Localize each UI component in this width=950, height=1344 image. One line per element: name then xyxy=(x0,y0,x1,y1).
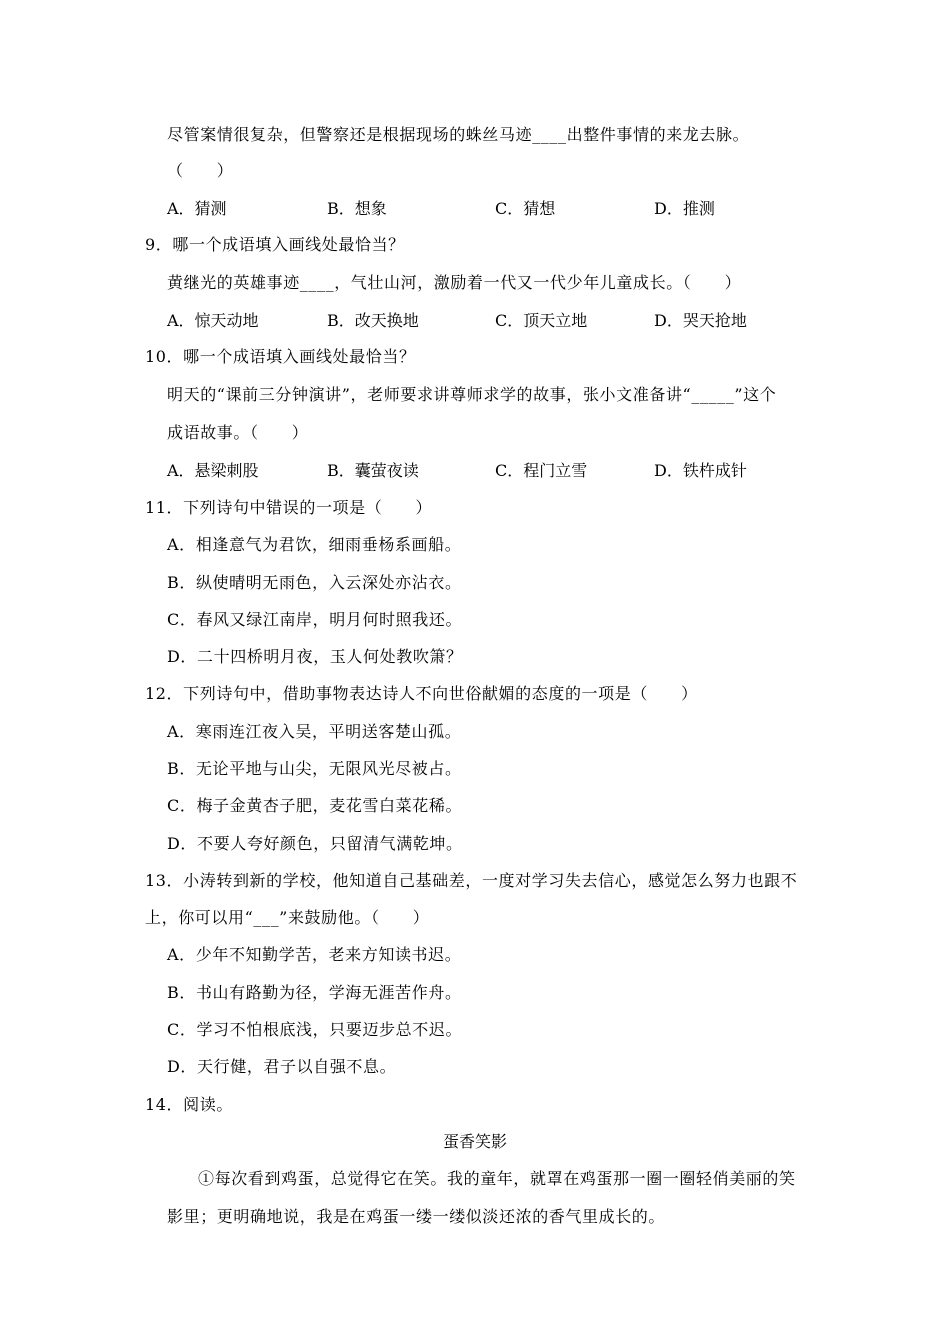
passage-para1-line2: 影里；更明确地说，我是在鸡蛋一缕一缕似淡还浓的香气里成长的。 xyxy=(167,1207,666,1226)
q11-option-a: A．相逢意气为君饮，细雨垂杨系画船。 xyxy=(167,535,462,554)
q12-option-d: D．不要人夸好颜色，只留清气满乾坤。 xyxy=(167,834,463,853)
q9-stem: 黄继光的英雄事迹____，气壮山河，激励着一代又一代少年儿童成长。（ ） xyxy=(167,273,742,292)
q13-option-c: C．学习不怕根底浅，只要迈步总不迟。 xyxy=(167,1020,463,1039)
q8-answer-bracket: （ ） xyxy=(167,161,234,180)
q10-option-b: B．囊萤夜读 xyxy=(327,461,419,480)
q9-question: 9．哪一个成语填入画线处最恰当？ xyxy=(145,235,405,254)
q8-option-a: A．猜测 xyxy=(167,199,227,218)
q8-option-c: C．猜想 xyxy=(495,199,556,218)
q12-option-a: A．寒雨连江夜入吴，平明送客楚山孤。 xyxy=(167,722,462,741)
q12-question: 12．下列诗句中，借助事物表达诗人不向世俗献媚的态度的一项是（ ） xyxy=(145,684,698,703)
q9-option-c: C．顶天立地 xyxy=(495,311,588,330)
q10-option-a: A．悬梁刺股 xyxy=(167,461,259,480)
q9-option-b: B．改天换地 xyxy=(327,311,419,330)
q8-option-b: B．想象 xyxy=(327,199,387,218)
q10-option-c: C．程门立雪 xyxy=(495,461,588,480)
q13-option-a: A．少年不知勤学苦，老来方知读书迟。 xyxy=(167,945,462,964)
q9-option-d: D．哭天抢地 xyxy=(654,311,747,330)
q14-question: 14．阅读。 xyxy=(145,1095,233,1114)
q12-option-c: C．梅子金黄杏子肥，麦花雪白菜花稀。 xyxy=(167,796,463,815)
q13-question-line2: 上，你可以用“___”来鼓励他。（ ） xyxy=(145,908,430,927)
q9-option-a: A．惊天动地 xyxy=(167,311,259,330)
q8-option-d: D．推测 xyxy=(654,199,715,218)
q10-option-d: D．铁杵成针 xyxy=(654,461,747,480)
passage-para1-line1: ①每次看到鸡蛋，总觉得它在笑。我的童年，就罩在鸡蛋那一圈一圈轻俏美丽的笑 xyxy=(198,1169,796,1188)
q12-option-b: B．无论平地与山尖，无限风光尽被占。 xyxy=(167,759,462,778)
passage-title: 蛋香笑影 xyxy=(442,1132,507,1151)
q13-option-d: D．天行健，君子以自强不息。 xyxy=(167,1057,397,1076)
q8-stem: 尽管案情很复杂，但警察还是根据现场的蛛丝马迹____出整件事情的来龙去脉。 xyxy=(167,125,750,144)
q13-question-line1: 13．小涛转到新的学校，他知道自己基础差，一度对学习失去信心，感觉怎么努力也跟不 xyxy=(145,871,798,890)
q11-option-c: C．春风又绿江南岸，明月何时照我还。 xyxy=(167,610,463,629)
q11-option-d: D．二十四桥明月夜，玉人何处教吹箫？ xyxy=(167,647,463,666)
q11-question: 11．下列诗句中错误的一项是（ ） xyxy=(145,498,433,517)
q10-stem-line2: 成语故事。（ ） xyxy=(167,423,309,442)
q10-question: 10．哪一个成语填入画线处最恰当？ xyxy=(145,347,416,366)
q13-option-b: B．书山有路勤为径，学海无涯苦作舟。 xyxy=(167,983,462,1002)
q11-option-b: B．纵使晴明无雨色，入云深处亦沾衣。 xyxy=(167,573,462,592)
q10-stem-line1: 明天的“课前三分钟演讲”，老师要求讲尊师求学的故事，张小文准备讲“_____”这个 xyxy=(167,385,777,404)
